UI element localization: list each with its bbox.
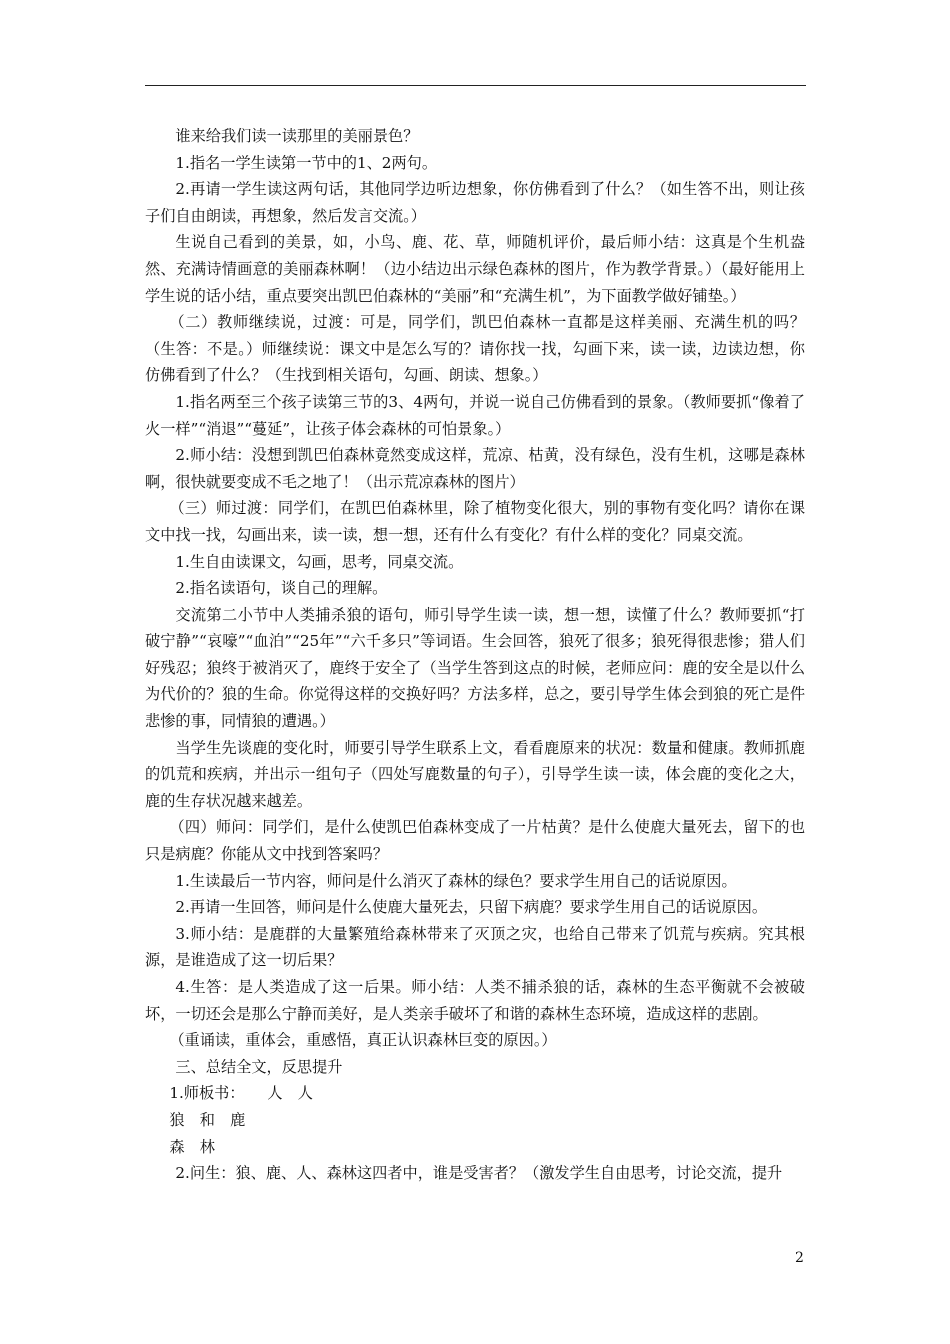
document-body (145, 123, 805, 1187)
paragraph: 2.再请一学生读这两句话，其他同学边听边想象，你仿佛看到了什么？（如生答不出，则让孩子们自由朗读，再想象，然后发言交流。） (145, 180, 805, 225)
section-heading: 三、总结全文，反思提升 (175, 1057, 343, 1076)
header-rule (145, 85, 806, 86)
paragraph: 1.指名两至三个孩子读第三节的3、4两句，并说一说自己仿佛看到的景象。（教师要抓“像着了火一样”“消退”“蔓延”，让孩子体会森林的可怕景象。） (145, 392, 805, 438)
blackboard-line: 森 林 (169, 1137, 215, 1156)
paragraph: （四）师问：同学们，是什么使凯巴伯森林变成了一片枯黄？是什么使鹿大量死去，留下的也只是病鹿？你能从文中找到答案吗？ (145, 818, 805, 864)
paragraph: 1.指名一学生读第一节中的1、2两句。 (175, 153, 438, 172)
paragraph: （三）师过渡：同学们，在凯巴伯森林里，除了植物变化很大，别的事物有变化吗？请你在课文中找一找，勾画出来，读一读，想一想，还有什么有变化？有什么样的变化？同桌交流。 (145, 499, 805, 544)
paragraph: （重诵读，重体会，重感悟，真正认识森林巨变的原因。） (169, 1031, 557, 1050)
blackboard-line: 狼 和 鹿 (169, 1110, 246, 1129)
paragraph: 2.指名读语句，谈自己的理解。 (175, 579, 388, 598)
paragraph: 交流第二小节中人类捕杀狼的语句，师引导学生读一读，想一想，读懂了什么？教师要抓“打破宁静”“哀嚎”“血泊”“25年”“六千多只”等词语。生会回答，狼死了很多；狼死得很悲惨；猎人们好残忍；狼终于被消灭了，鹿终于安全了（当学生答到这点的时候，老师应问：鹿的安全是以什么为代价的？狼的生命。你觉得这样的交换好吗？方法多样，总之，要引导学生体会到狼的死亡是件悲惨的事，同情狼的遭遇。） (145, 605, 805, 731)
paragraph: 3.师小结：是鹿群的大量繁殖给森林带来了灭顶之灾，也给自己带来了饥荒与疾病。究其根源，是谁造成了这一切后果？ (145, 924, 805, 970)
paragraph: 2.师小结：没想到凯巴伯森林竟然变成这样，荒凉、枯黄，没有绿色，没有生机，这哪是森林啊，很快就要变成不毛之地了！（出示荒凉森林的图片） (145, 446, 805, 491)
paragraph: 当学生先谈鹿的变化时，师要引导学生联系上文，看看鹿原来的状况：数量和健康。教师抓鹿的饥荒和疾病，并出示一组句子（四处写鹿数量的句子），引导学生读一读，体会鹿的变化之大，鹿的生存状况越来越差。 (145, 738, 805, 810)
paragraph: （二）教师继续说，过渡：可是，同学们，凯巴伯森林一直都是这样美丽、充满生机的吗？（生答：不是。）师继续说：课文中是怎么写的？请你找一找，勾画下来，读一读，边读边想，你仿佛看到了什么？（生找到相关语句，勾画、朗读、想象。） (145, 313, 805, 385)
paragraph: 谁来给我们读一读那里的美丽景色？ (175, 127, 419, 145)
paragraph: 2.再请一生回答，师问是什么使鹿大量死去，只留下病鹿？要求学生用自己的话说原因。 (175, 898, 768, 917)
page-number: 2 (795, 1250, 804, 1266)
paragraph: 1.生自由读课文，勾画，思考，同桌交流。 (175, 552, 464, 571)
paragraph: 1.生读最后一节内容，师问是什么消灭了森林的绿色？要求学生用自己的话说原因。 (175, 871, 737, 890)
paragraph: 2.问生：狼、鹿、人、森林这四者中，谁是受害者？（激发学生自由思考，讨论交流，提升 (175, 1164, 783, 1183)
paragraph: 4.生答：是人类造成了这一后果。师小结：人类不捕杀狼的话，森林的生态平衡就不会被破坏，一切还会是那么宁静而美好，是人类亲手破坏了和谐的森林生态环境，造成这样的悲剧。 (145, 978, 805, 1023)
paragraph: 生说自己看到的美景，如，小鸟、鹿、花、草，师随机评价，最后师小结：这真是个生机盎然、充满诗情画意的美丽森林啊！（边小结边出示绿色森林的图片，作为教学背景。）（最好能用上学生说的话小结，重点要突出凯巴伯森林的“美丽”和“充满生机”，为下面教学做好铺垫。） (145, 233, 805, 305)
blackboard-line: 1.师板书： 人 人 (169, 1084, 313, 1103)
